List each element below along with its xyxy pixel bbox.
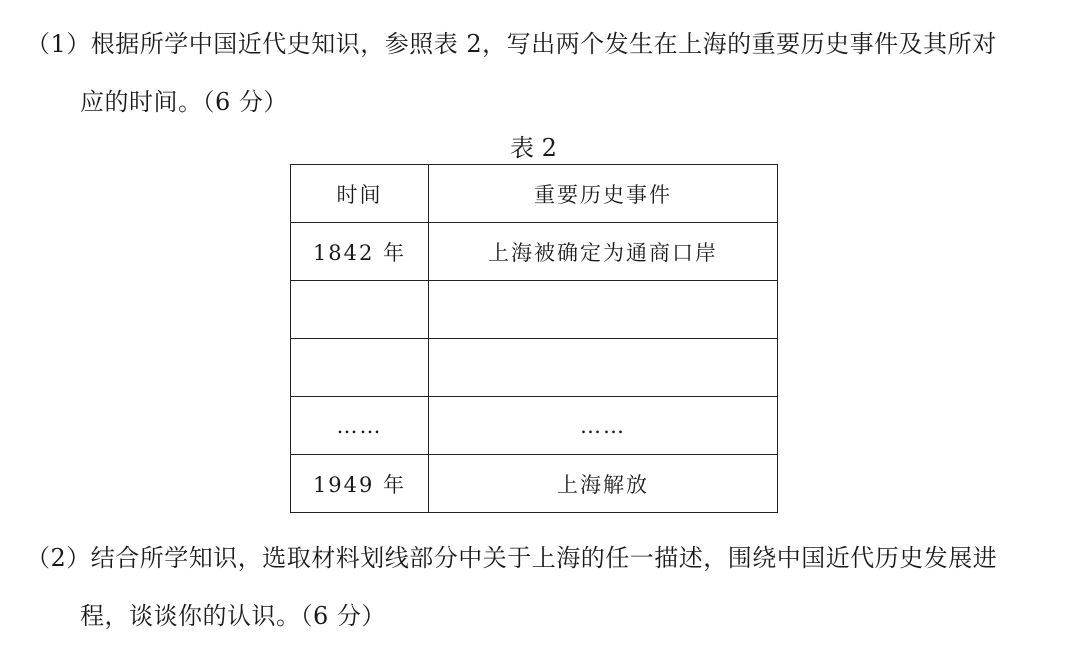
- cell-event: 上海解放: [429, 455, 778, 513]
- table-row: [291, 455, 778, 513]
- question-1-line-2: 应的时间。（6 分）: [80, 88, 288, 116]
- cell-time-blank: [291, 339, 429, 397]
- cell-event: 上海被确定为通商口岸: [429, 223, 778, 281]
- cell-event-blank: [429, 281, 778, 339]
- question-1-line-1: （1）根据所学中国近代史知识，参照表 2，写出两个发生在上海的重要历史事件及其所对: [26, 30, 997, 58]
- events-table: [290, 164, 778, 513]
- cell-time-blank: [291, 281, 429, 339]
- cell-event-ellipsis: ……: [429, 397, 778, 455]
- cell-event-blank: [429, 339, 778, 397]
- table-row: [291, 281, 778, 339]
- table-row: [291, 397, 778, 455]
- cell-time: 1842 年: [291, 223, 429, 281]
- cell-time-ellipsis: ……: [291, 397, 429, 455]
- header-time: 时间: [291, 165, 429, 223]
- table-caption: 表 2: [510, 134, 557, 162]
- table-row: [291, 339, 778, 397]
- question-2-line-2: 程，谈谈你的认识。（6 分）: [80, 602, 386, 630]
- question-2-line-1: （2）结合所学知识，选取材料划线部分中关于上海的任一描述，围绕中国近代历史发展进: [26, 544, 998, 572]
- header-event: 重要历史事件: [429, 165, 778, 223]
- table-header-row: [291, 165, 778, 223]
- table-row: [291, 223, 778, 281]
- cell-time: 1949 年: [291, 455, 429, 513]
